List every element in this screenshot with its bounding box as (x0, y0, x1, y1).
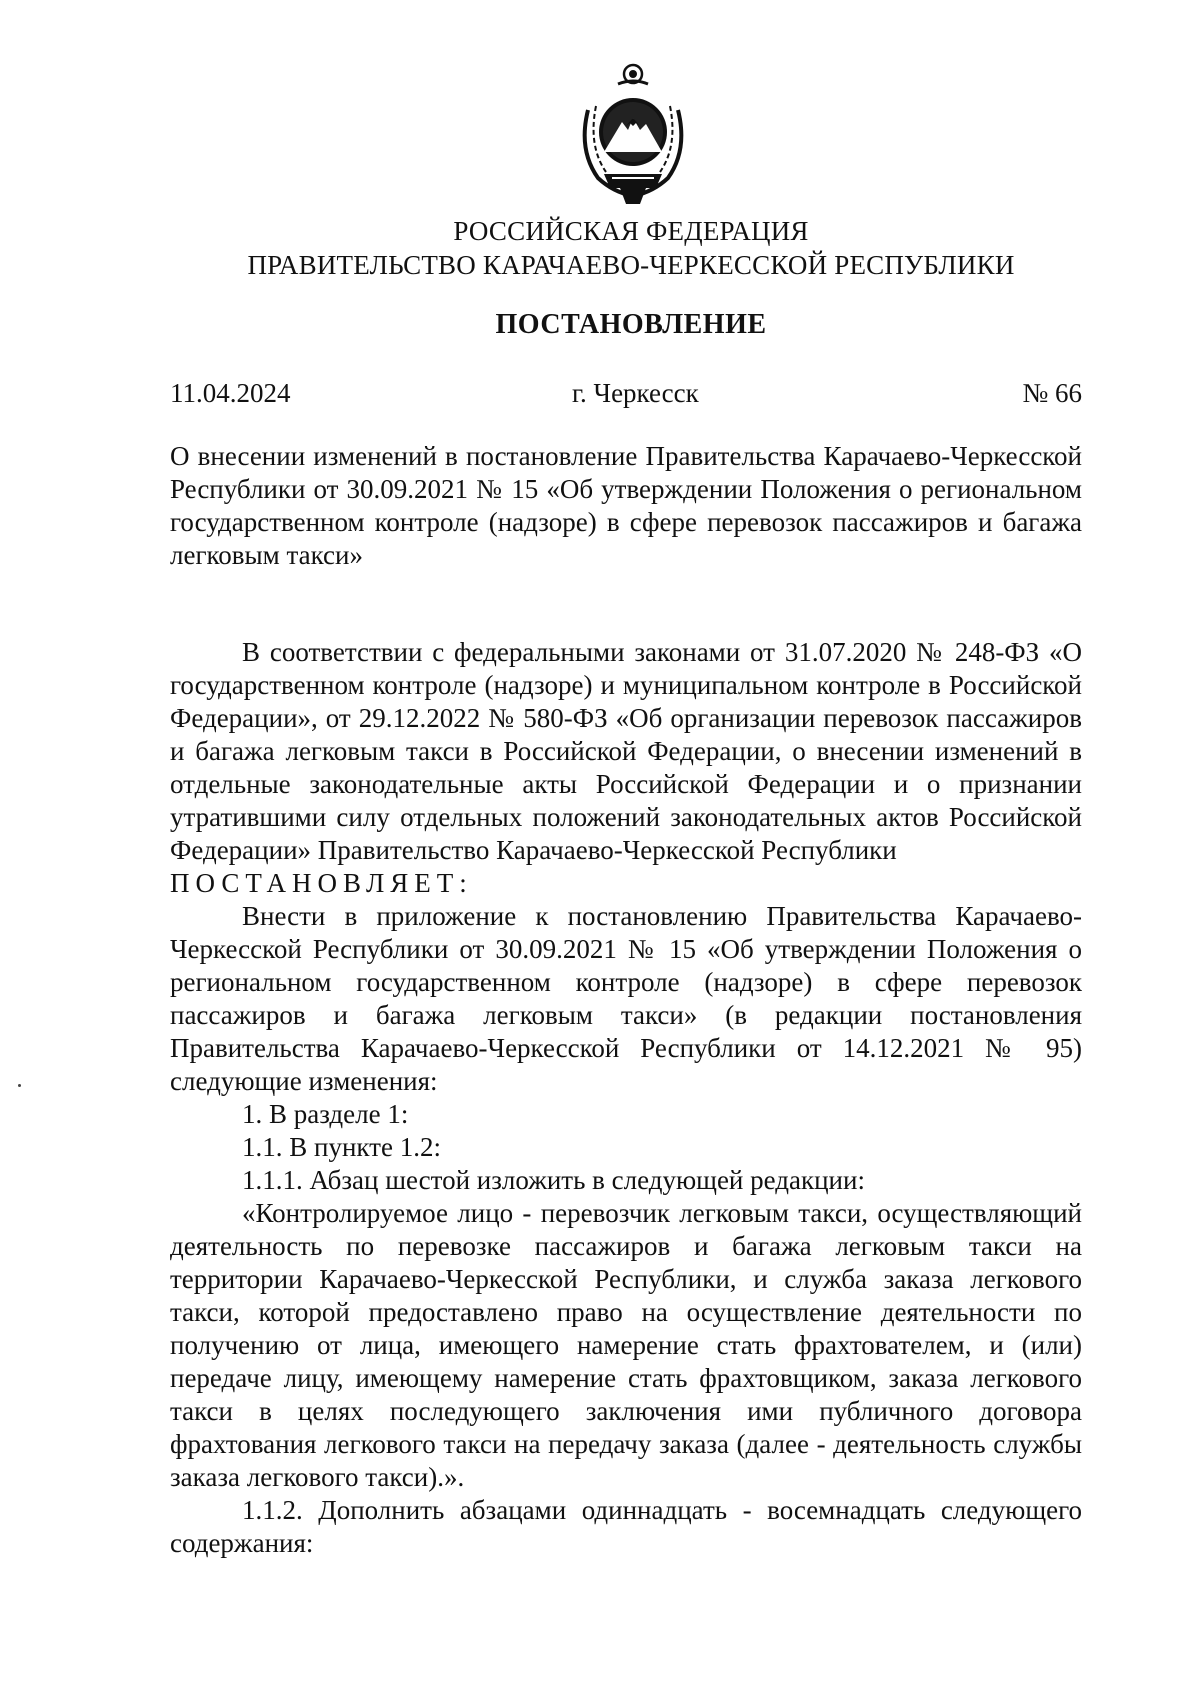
scan-speck (18, 1084, 21, 1087)
country-heading: РОССИЙСКАЯ ФЕДЕРАЦИЯ (453, 216, 809, 246)
document-date: 11.04.2024 (170, 378, 291, 408)
body-paragraph-5: «Контролируемое лицо - перевозчик легковым такси, осуществляющий деятельность по перевозке пассажиров и багажа легковым такси на территории Карачаево-Черкесской Республики, и служба заказа легкового такси, которой предоставлено право на осуществление деятельности по получению от лица, имеющего намерение стать фрахтователем, и (или) передаче лицу, имеющему намерение стать фрахтовщиком, заказа легкового такси в целях последующего заключения ими публичного договора фрахтования легкового такси на передачу заказа (далее - деятельность службы заказа легкового такси).». (170, 1198, 1082, 1492)
decree-word: ПОСТАНОВЛЯЕТ: (170, 868, 473, 898)
document-number: № 66 (1022, 378, 1082, 408)
document-body (170, 636, 1082, 1560)
coat-of-arms-emblem (568, 60, 698, 210)
body-paragraph-1: Внести в приложение к постановлению Правительства Карачаево-Черкесской Республики от 30.09.2021 № 15 «Об утверждении Положения о региональном государственном контроле (надзоре) в сфере перевозок пассажиров и багажа легковым такси» (в редакции постановления Правительства Карачаево-Черкесской Республики от 14.12.2021 № 95) следующие изменения: (170, 901, 1082, 1096)
body-paragraph-4: 1.1.1. Абзац шестой изложить в следующей редакции: (242, 1165, 865, 1195)
document-type-title: ПОСТАНОВЛЕНИЕ (495, 309, 767, 340)
body-paragraph-3: 1.1. В пункте 1.2: (242, 1132, 441, 1162)
document-city: г. Черкесск (572, 378, 699, 408)
document-title: О внесении изменений в постановление Правительства Карачаево-Черкесской Республики от 30.09.2021 № 15 «Об утверждении Положения о региональном государственном контроле (надзоре) в сфере перевозок пассажиров и багажа легковым такси» (170, 441, 1082, 570)
document-meta-row (170, 376, 1082, 410)
body-paragraph-2: 1. В разделе 1: (242, 1099, 409, 1129)
authority-heading: ПРАВИТЕЛЬСТВО КАРАЧАЕВО-ЧЕРКЕССКОЙ РЕСПУБЛИКИ (247, 250, 1015, 280)
body-paragraph-6: 1.1.2. Дополнить абзацами одиннадцать - восемнадцать следующего содержания: (170, 1495, 1082, 1558)
preamble-paragraph: В соответствии с федеральными законами от 31.07.2020 № 248-ФЗ «О государственном контроле (надзоре) и муниципальном контроле в Российской Федерации», от 29.12.2022 № 580-ФЗ «Об организации перевозок пассажиров и багажа легковым такси в Российской Федерации, о внесении изменений в отдельные законодательные акты Российской Федерации и о признании утратившими силу отдельных положений законодательных актов Российской Федерации» Правительство Карачаево-Черкесской Республики (170, 637, 1082, 865)
